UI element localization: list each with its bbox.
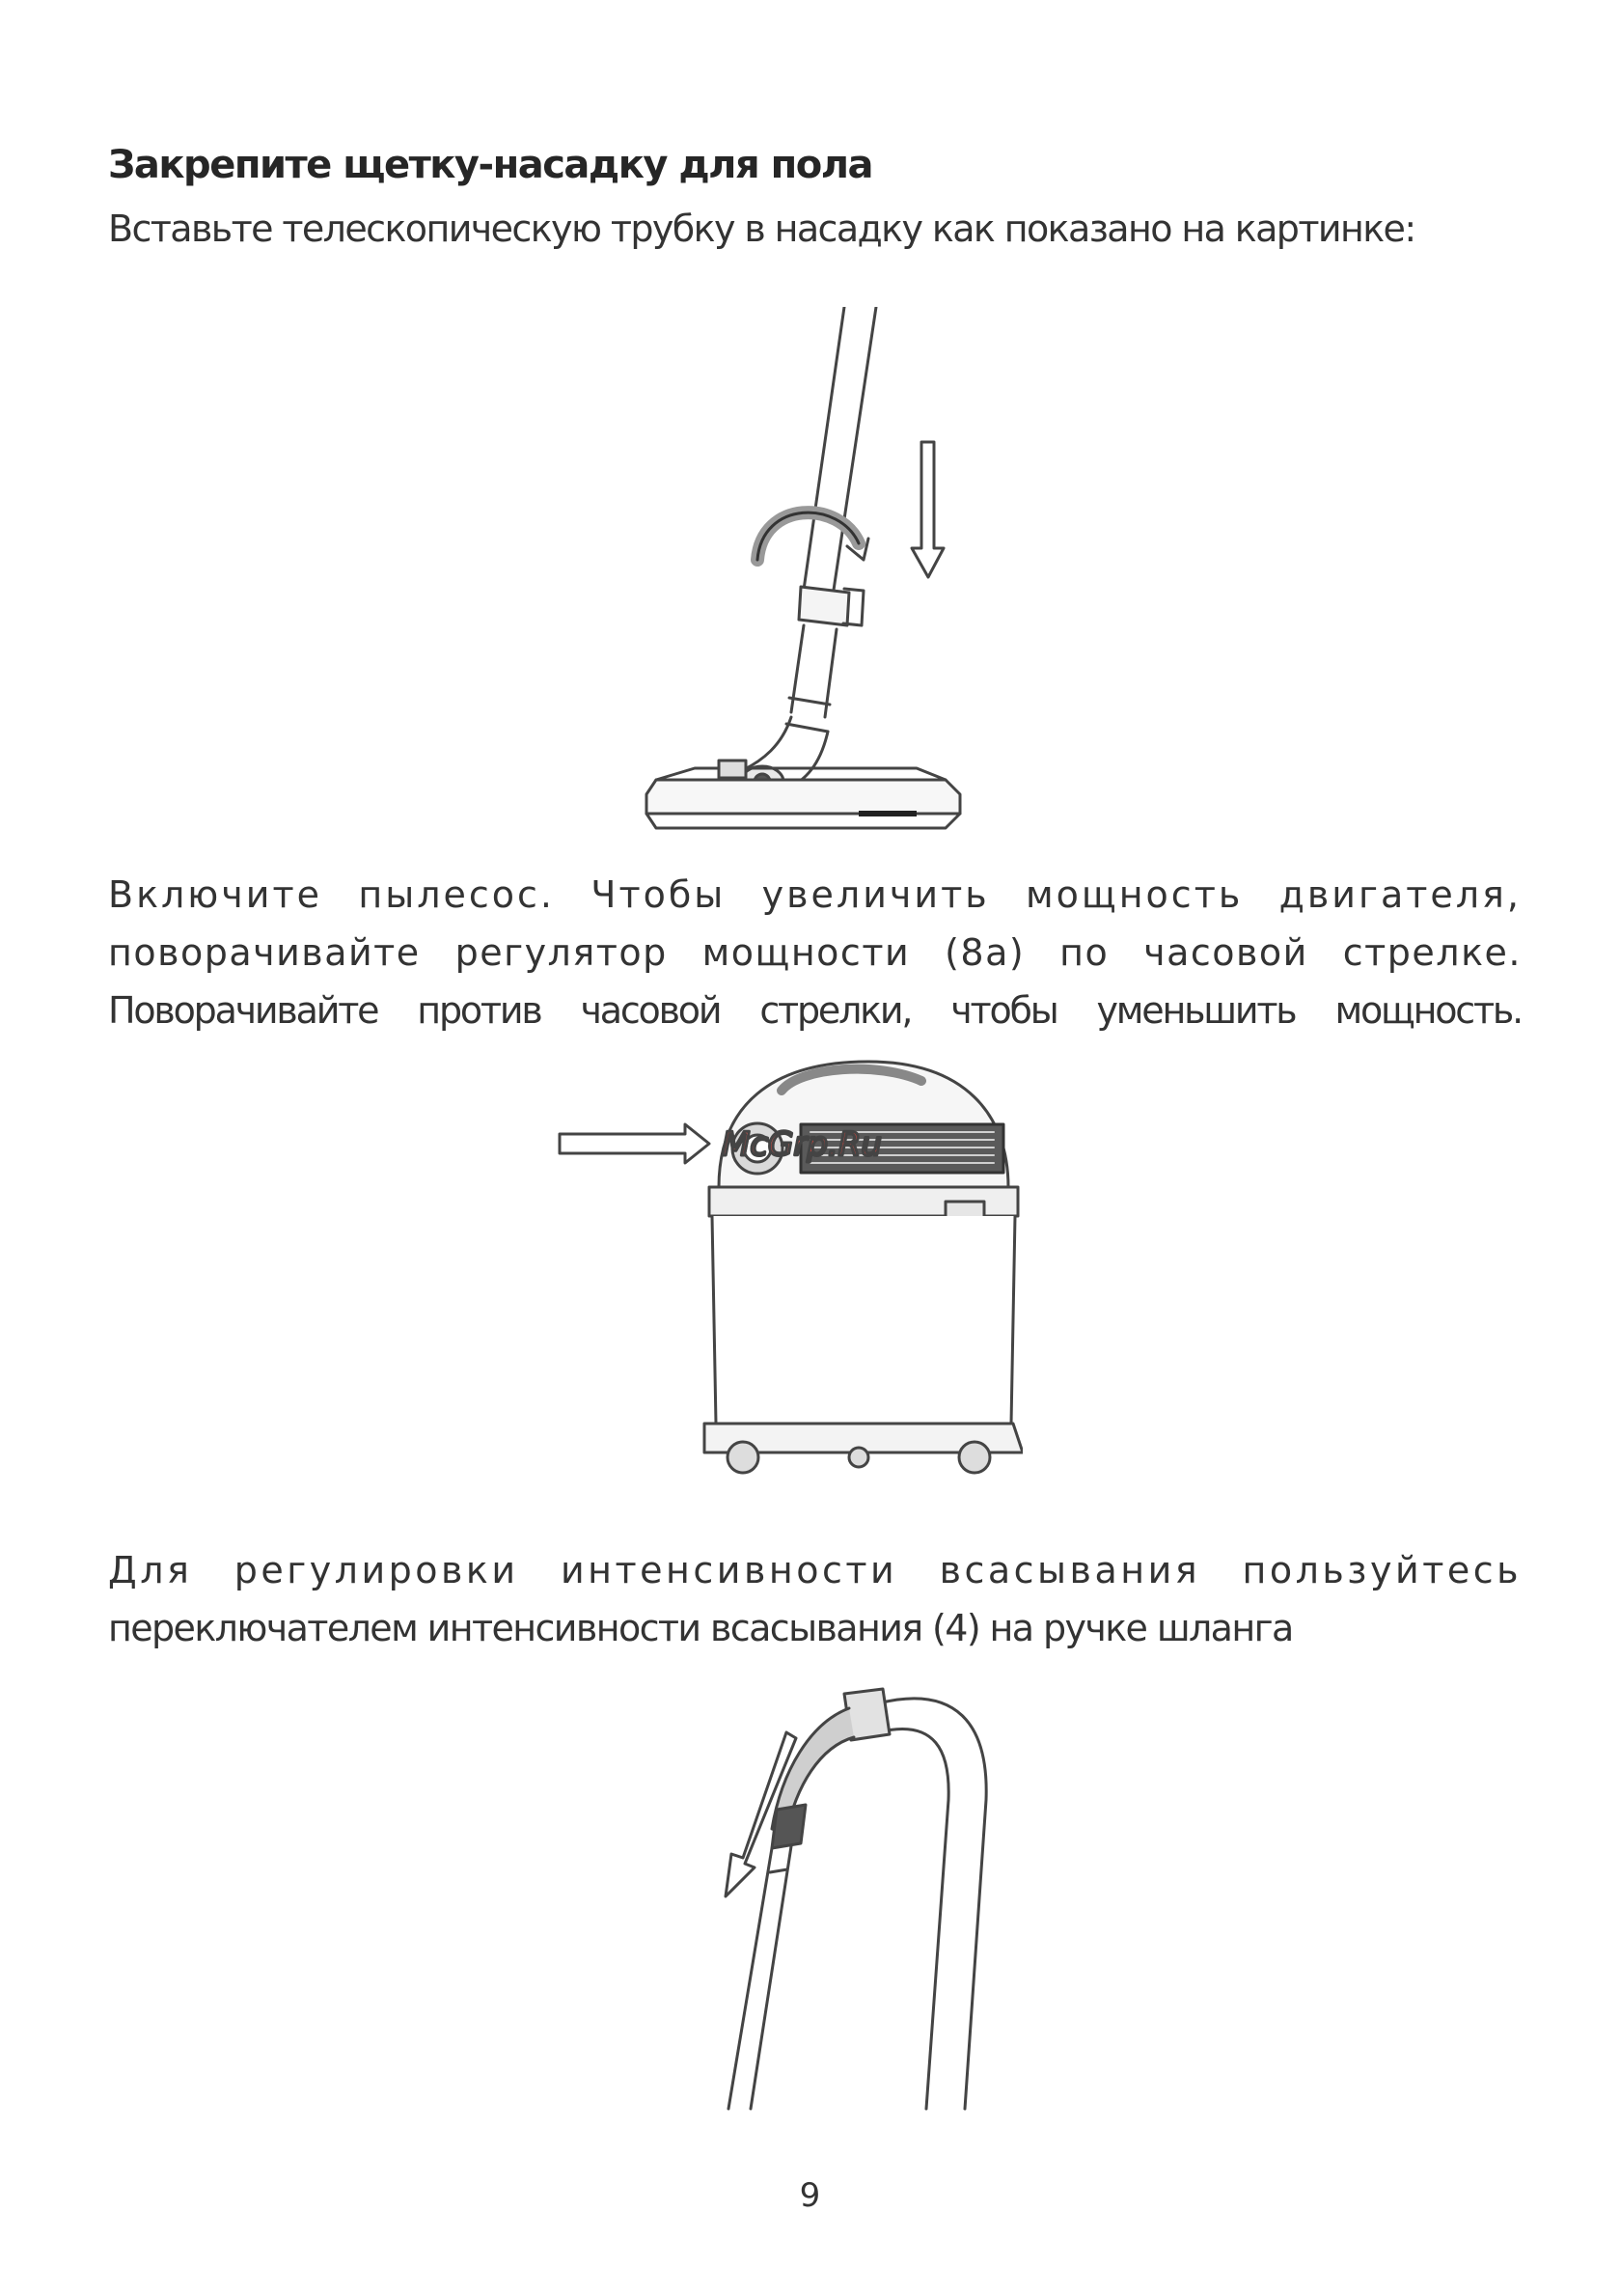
section-heading: Закрепите щетку-насадку для пола [108, 143, 872, 187]
intro-text: Вставьте телескопическую трубку в насадку как показано на картинке: [108, 207, 1415, 250]
floor-brush-illustration [627, 307, 975, 847]
pointer-arrow [560, 1124, 709, 1163]
hose-handle-illustration [637, 1665, 1003, 2118]
power-paragraph-line-3: Поворачивайте против часовой стрелки, чтобы уменьшить мощность. [108, 989, 1522, 1032]
page-number: 9 [799, 2176, 821, 2215]
power-paragraph-line-1: Включите пылесос. Чтобы увеличить мощность двигателя, [108, 873, 1522, 916]
vacuum-cleaner-illustration [550, 1047, 1023, 1506]
suction-paragraph-line-2: переключателем интенсивности всасывания (4) на ручке шланга [108, 1607, 1293, 1649]
watermark-text: McGrp.Ru [722, 1125, 882, 1164]
suction-paragraph-line-1: Для регулировки интенсивности всасывания пользуйтесь [108, 1549, 1522, 1591]
power-paragraph-line-2: поворачивайте регулятор мощности (8a) по часовой стрелке. [108, 931, 1522, 974]
